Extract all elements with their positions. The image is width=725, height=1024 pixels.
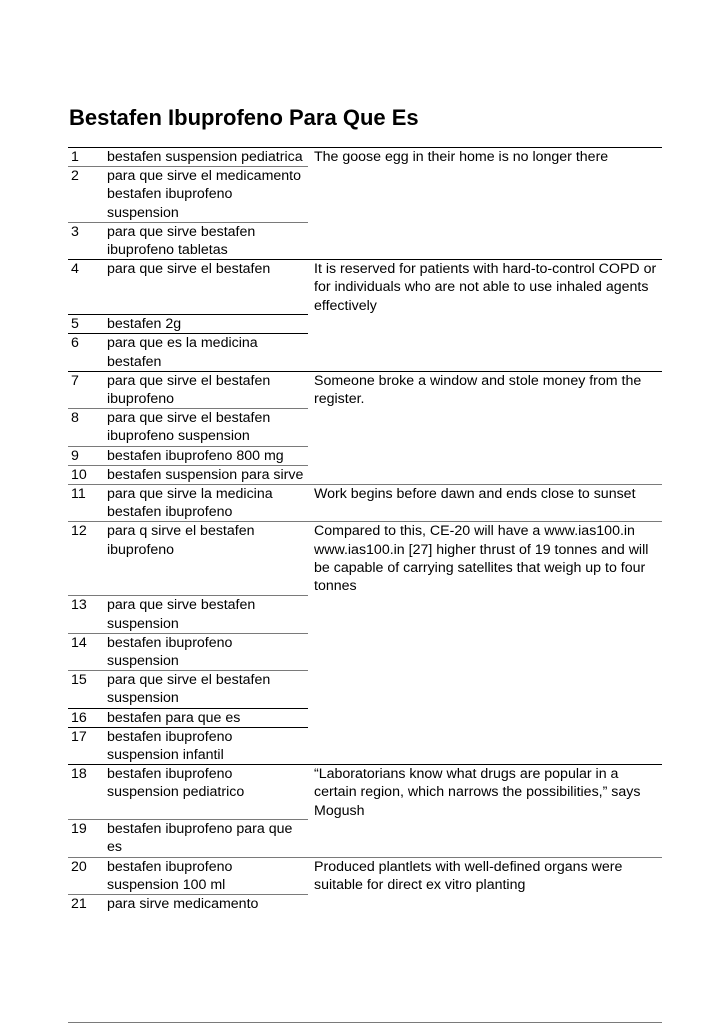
keyword-cell: bestafen ibuprofeno suspension infantil	[105, 727, 308, 764]
row-number: 12	[68, 522, 105, 596]
keyword-cell: bestafen para que es	[105, 708, 308, 727]
keyword-cell: para que sirve el bestafen	[105, 260, 308, 315]
description-cell: It is reserved for patients with hard-to-control COPD or for individuals who are not able to use inhaled agents effectively	[308, 260, 662, 372]
keyword-cell: bestafen suspension pediatrica	[105, 148, 308, 167]
keyword-cell: bestafen suspension para sirve	[105, 465, 308, 484]
table-row	[68, 522, 662, 596]
keyword-cell: para que sirve el bestafen suspension	[105, 671, 308, 708]
row-number: 10	[68, 465, 105, 484]
footer-divider	[68, 1022, 662, 1023]
row-number: 11	[68, 485, 105, 522]
row-number: 16	[68, 708, 105, 727]
keyword-cell: para que sirve bestafen suspension	[105, 596, 308, 633]
table-row	[68, 857, 662, 894]
description-cell: The goose egg in their home is no longer there	[308, 148, 662, 260]
description-cell: “Laboratorians know what drugs are popular in a certain region, which narrows the possibilities,” says Mogush	[308, 765, 662, 857]
row-number: 17	[68, 727, 105, 764]
row-number: 5	[68, 315, 105, 334]
row-number: 8	[68, 409, 105, 446]
row-number: 4	[68, 260, 105, 315]
table-row	[68, 260, 662, 315]
keyword-cell: para que sirve el bestafen ibuprofeno suspension	[105, 409, 308, 446]
row-number: 9	[68, 446, 105, 465]
keyword-cell: bestafen ibuprofeno suspension pediatrico	[105, 765, 308, 820]
row-number: 3	[68, 222, 105, 259]
keyword-cell: para que sirve el medicamento bestafen ibuprofeno suspension	[105, 167, 308, 223]
keyword-cell: para que sirve la medicina bestafen ibuprofeno	[105, 485, 308, 522]
table-row	[68, 371, 662, 408]
keyword-cell: para que sirve el bestafen ibuprofeno	[105, 371, 308, 408]
row-number: 19	[68, 820, 105, 857]
description-cell: Compared to this, CE-20 will have a www.ias100.in www.ias100.in [27] higher thrust of 19 tonnes and will be capable of carrying satellites that weigh up to four tonnes	[308, 522, 662, 765]
keyword-cell: bestafen 2g	[105, 315, 308, 334]
row-number: 2	[68, 167, 105, 223]
table-row	[68, 765, 662, 820]
keyword-cell: para que es la medicina bestafen	[105, 334, 308, 371]
keyword-cell: bestafen ibuprofeno suspension 100 ml	[105, 857, 308, 894]
description-cell: Someone broke a window and stole money from the register.	[308, 371, 662, 484]
keyword-cell: para q sirve el bestafen ibuprofeno	[105, 522, 308, 596]
row-number: 1	[68, 148, 105, 167]
row-number: 14	[68, 633, 105, 670]
keyword-cell: para que sirve bestafen ibuprofeno tabletas	[105, 222, 308, 259]
page-title: Bestafen Ibuprofeno Para Que Es	[69, 105, 419, 130]
row-number: 15	[68, 671, 105, 708]
keyword-cell: bestafen ibuprofeno para que es	[105, 820, 308, 857]
row-number: 21	[68, 895, 105, 914]
description-cell: Produced plantlets with well-defined organs were suitable for direct ex vitro planting	[308, 857, 662, 913]
row-number: 7	[68, 371, 105, 408]
description-cell: Work begins before dawn and ends close to sunset	[308, 485, 662, 522]
keyword-cell: bestafen ibuprofeno suspension	[105, 633, 308, 670]
row-number: 6	[68, 334, 105, 371]
keyword-table	[68, 147, 662, 913]
table-row	[68, 485, 662, 522]
row-number: 18	[68, 765, 105, 820]
keyword-cell: para sirve medicamento	[105, 895, 308, 914]
table-row	[68, 148, 662, 167]
keyword-cell: bestafen ibuprofeno 800 mg	[105, 446, 308, 465]
row-number: 13	[68, 596, 105, 633]
row-number: 20	[68, 857, 105, 894]
